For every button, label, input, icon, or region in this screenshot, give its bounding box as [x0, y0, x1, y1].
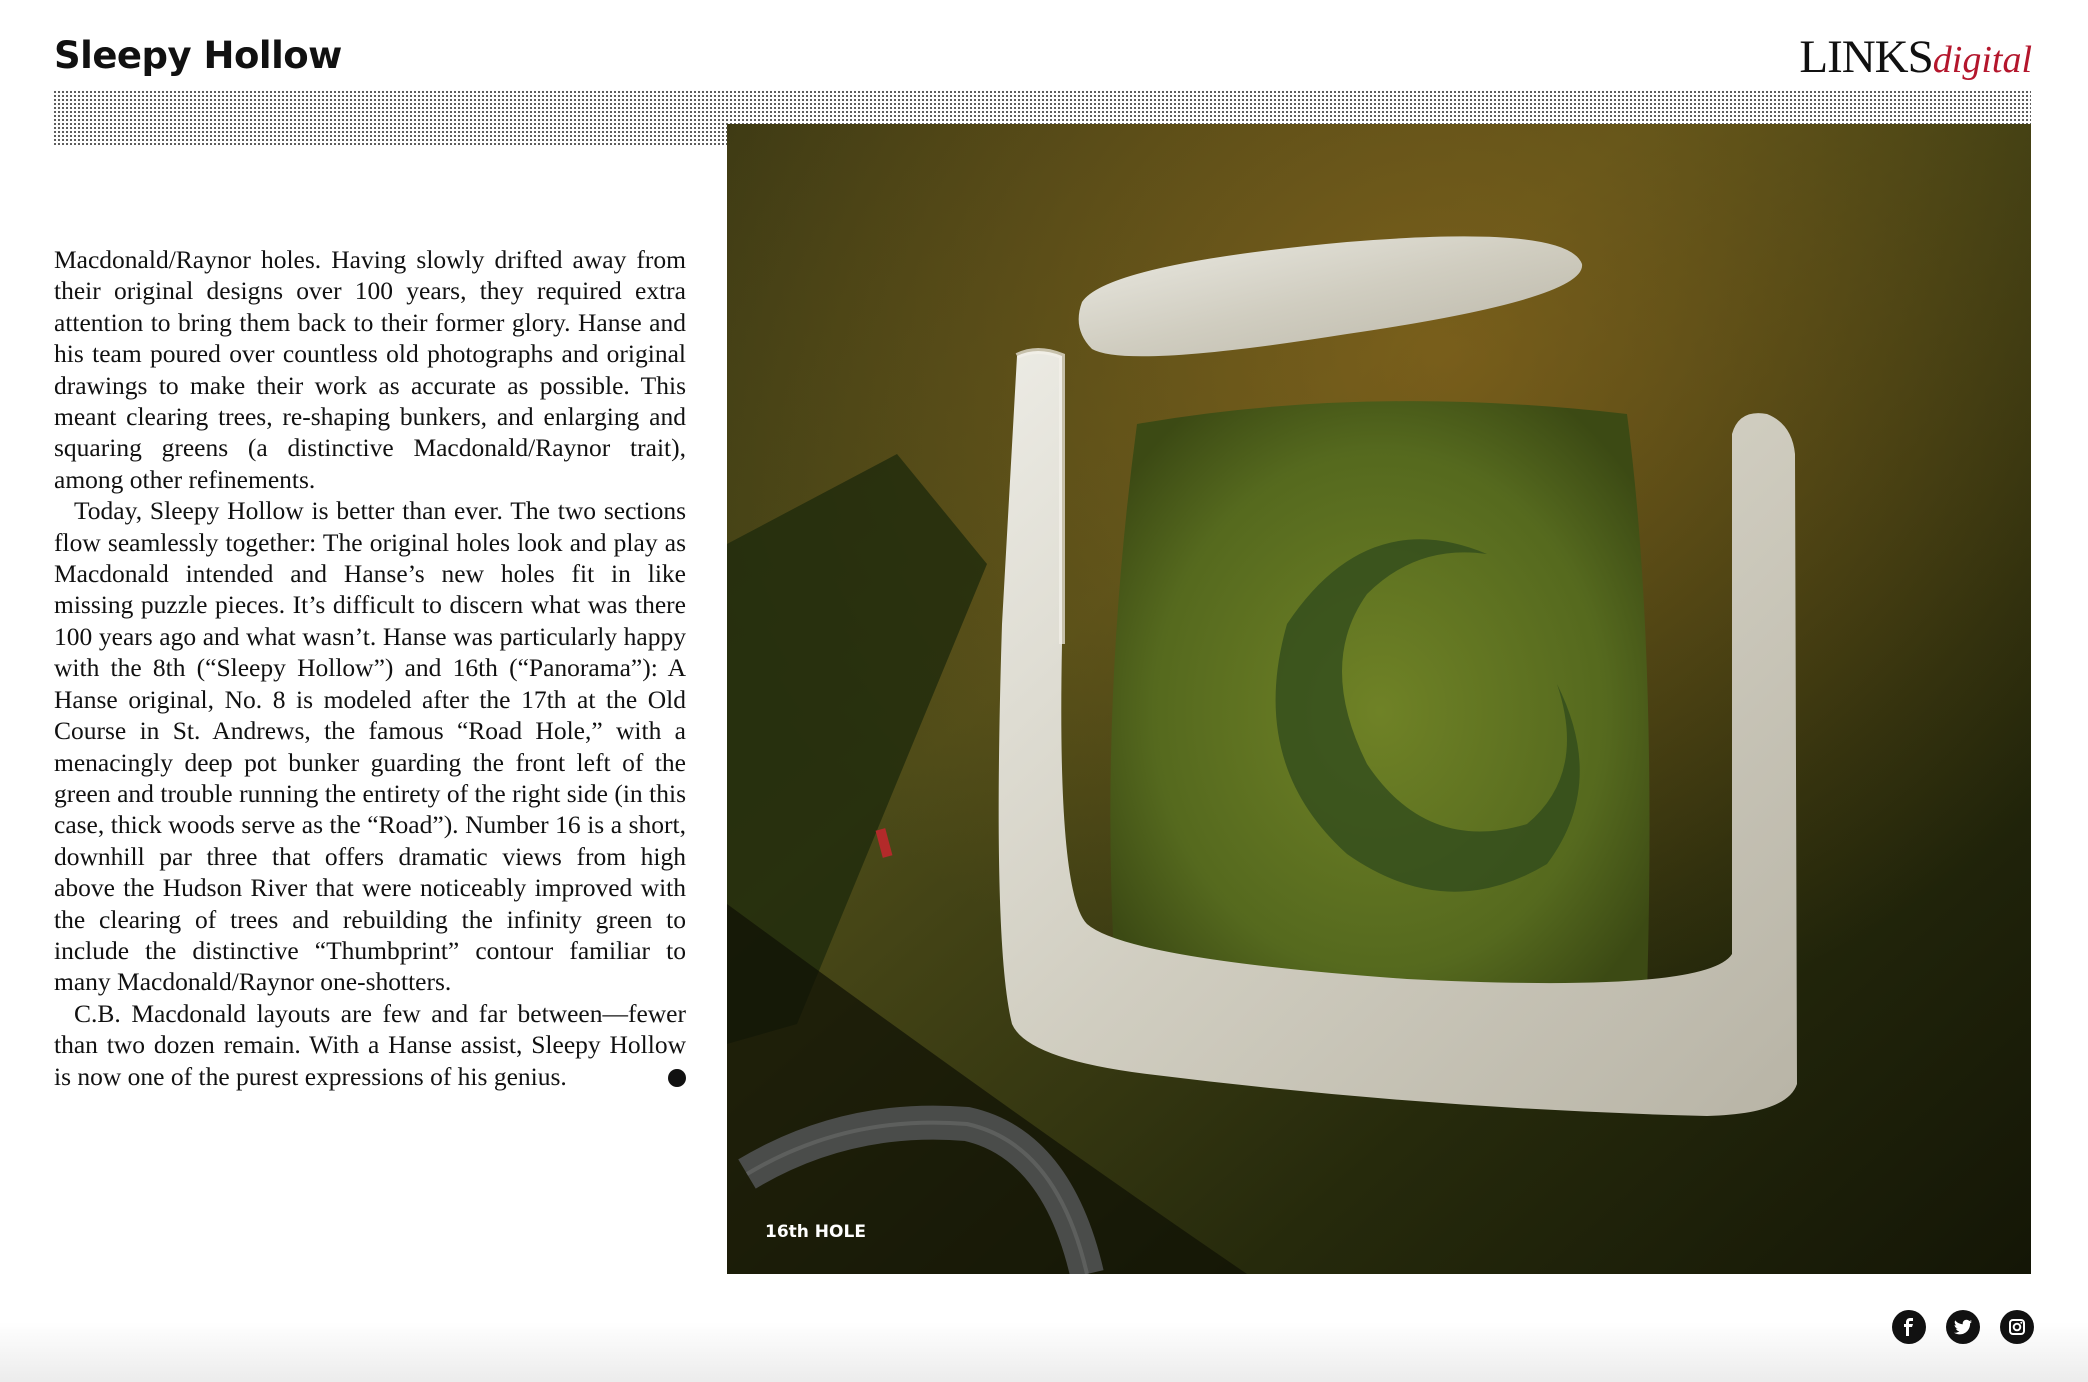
hole-photo	[727, 124, 2031, 1274]
page-bottom-shade	[0, 1322, 2088, 1382]
article-paragraph: Macdonald/Raynor holes. Having slowly drifted away from their original designs over 100 years, they required extra attention to bring them back to their former glory. Hanse and his team poured over countless old photographs and original drawings to make their work as accurate as possible. This meant clearing trees, re-shaping bunkers, and enlarging and squaring greens (a distinctive Macdonald/Raynor trait), among other refinements.	[54, 245, 686, 494]
end-mark-icon: L	[668, 1069, 686, 1087]
brand-logo[interactable]	[1799, 30, 2032, 84]
page-title: Sleepy Hollow	[54, 34, 342, 77]
article-paragraph: Today, Sleepy Hollow is better than ever. The two sections flow seamlessly together: The original holes look and play as Macdonald intended and Hanse’s new holes fit in like missing puzzle pieces. It’s difficult to discern what was there 100 years ago and what wasn’t. Hanse was particularly happy with the 8th (“Sleepy Hollow”) and 16th (“Panorama”): A Hanse original, No. 8 is modeled after the 17th at the Old Course in St. Andrews, the famous “Road Hole,” with a menacingly deep pot bunker guarding the front left of the green and trouble running the entirety of the right side (in this case, thick woods serve as the “Road”). Number 16 is a short, downhill par three that offers dramatic views from high above the Hudson River that were noticeably improved with the clearing of trees and rebuilding the infinity green to include the distinctive “Thumbprint” contour familiar to many Macdonald/Raynor one-shotters.	[54, 496, 686, 997]
social-links	[1892, 1310, 2034, 1344]
brand-logo-main: LINKS	[1799, 31, 1933, 83]
article-paragraph	[54, 998, 696, 1092]
twitter-icon[interactable]	[1946, 1310, 1980, 1344]
photo-caption: 16th HOLE	[765, 1222, 866, 1242]
instagram-icon[interactable]	[2000, 1310, 2034, 1344]
brand-logo-sub: digital	[1932, 39, 2032, 81]
article-body	[54, 244, 696, 1092]
article-paragraph-text: C.B. Macdonald layouts are few and far between—fewer than two dozen remain. With a Hanse assist, Sleepy Hollow is now one of the purest expressions of his genius.	[54, 998, 686, 1091]
aerial-golf-hole-image	[727, 124, 2031, 1274]
facebook-icon[interactable]	[1892, 1310, 1926, 1344]
